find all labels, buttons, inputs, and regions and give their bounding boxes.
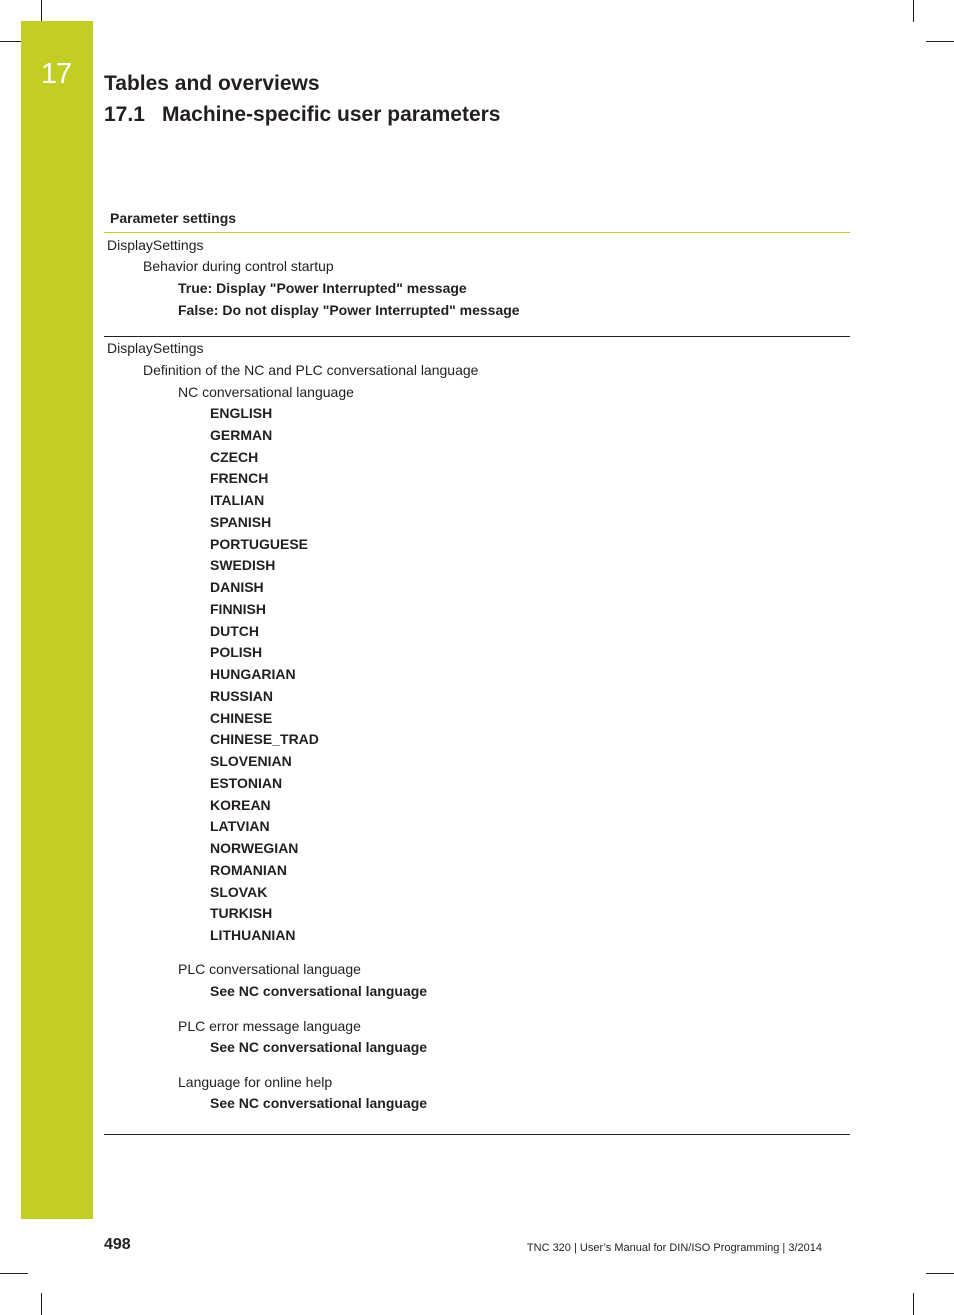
language-option: GERMAN bbox=[210, 426, 273, 443]
header-rule bbox=[104, 232, 850, 233]
param-value: See NC conversational language bbox=[210, 983, 428, 999]
language-option: DUTCH bbox=[210, 622, 259, 639]
footer-text: TNC 320 | User’s Manual for DIN/ISO Programming | 3/2014 bbox=[526, 1242, 822, 1254]
crop-mark bbox=[926, 1273, 954, 1274]
language-option: ITALIAN bbox=[210, 492, 265, 508]
language-option: ROMANIAN bbox=[210, 861, 287, 878]
param-name: Behavior during control startup bbox=[143, 258, 334, 274]
param-value: False: Do not display "Power Interrupted" message bbox=[178, 302, 520, 318]
block-divider bbox=[104, 336, 850, 337]
section-heading bbox=[104, 103, 500, 127]
section-title: Machine-specific user parameters bbox=[162, 103, 501, 126]
param-name: Definition of the NC and PLC conversational language bbox=[143, 362, 479, 378]
language-option: HUNGARIAN bbox=[210, 666, 296, 682]
param-value: See NC conversational language bbox=[210, 1039, 428, 1055]
table-end-rule bbox=[104, 1134, 850, 1135]
crop-mark bbox=[41, 0, 42, 22]
sub-param-name: NC conversational language bbox=[178, 384, 354, 400]
section-number: 17.1 bbox=[104, 103, 145, 126]
language-option: RUSSIAN bbox=[210, 687, 274, 704]
crop-mark bbox=[0, 1273, 28, 1274]
language-option: ESTONIAN bbox=[210, 774, 283, 791]
sub-param-name: Language for online help bbox=[178, 1074, 333, 1090]
language-option: TURKISH bbox=[210, 905, 273, 922]
language-option: ENGLISH bbox=[210, 405, 273, 421]
chapter-number: 17 bbox=[40, 58, 72, 90]
chapter-title: Tables and overviews bbox=[104, 72, 320, 95]
param-group: DisplaySettings bbox=[107, 237, 204, 253]
language-option: CHINESE_TRAD bbox=[210, 731, 319, 748]
language-option: NORWEGIAN bbox=[210, 840, 299, 856]
crop-mark bbox=[913, 1293, 914, 1315]
language-option: DANISH bbox=[210, 579, 264, 595]
language-option: KOREAN bbox=[210, 796, 271, 813]
crop-mark bbox=[926, 41, 954, 42]
language-option: LITHUANIAN bbox=[210, 927, 296, 943]
language-option: SLOVAK bbox=[210, 883, 268, 900]
param-value: See NC conversational language bbox=[210, 1095, 428, 1111]
language-option: FRENCH bbox=[210, 470, 269, 487]
param-group: DisplaySettings bbox=[107, 340, 204, 356]
chapter-sidebar bbox=[21, 21, 93, 1219]
language-option: SPANISH bbox=[210, 513, 272, 530]
language-option: SWEDISH bbox=[210, 557, 276, 574]
language-option: SLOVENIAN bbox=[210, 753, 292, 769]
page-number: 498 bbox=[104, 1236, 131, 1253]
table-header: Parameter settings bbox=[110, 210, 237, 226]
language-option: PORTUGUESE bbox=[210, 535, 309, 552]
language-option: CHINESE bbox=[210, 709, 273, 726]
language-option: POLISH bbox=[210, 644, 263, 661]
param-value: True: Display "Power Interrupted" message bbox=[178, 280, 467, 296]
language-option: CZECH bbox=[210, 448, 259, 465]
crop-mark bbox=[913, 0, 914, 22]
language-option: FINNISH bbox=[210, 600, 266, 617]
sub-param-name: PLC error message language bbox=[178, 1018, 361, 1034]
language-option: LATVIAN bbox=[210, 818, 270, 835]
crop-mark bbox=[41, 1293, 42, 1315]
sub-param-name: PLC conversational language bbox=[178, 961, 361, 977]
